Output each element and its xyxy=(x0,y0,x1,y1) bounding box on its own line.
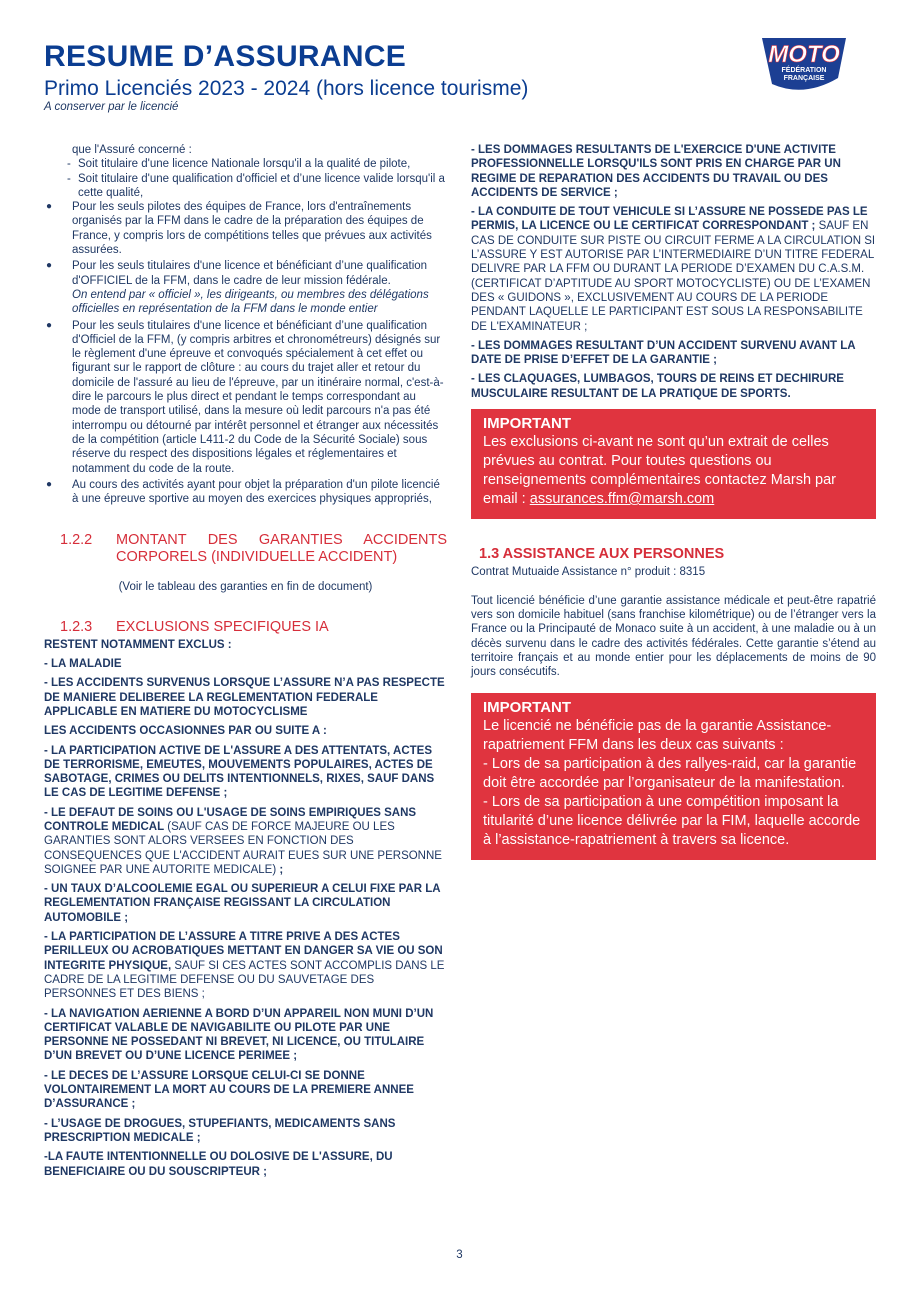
section-heading-1-3: 1.3 ASSISTANCE AUX PERSONNES xyxy=(479,546,725,563)
bullet-icon: ● xyxy=(46,478,53,490)
exclusion-item: - LA CONDUITE DE TOUT VEHICULE SI L’ASSURE NE POSSEDE PAS LE PERMIS, LA LICENCE OU LE CERTIFICAT CORRESPONDANT ; SAUF EN CAS DE CONDUITE SUR PISTE OU CIRCUIT FERME A LA CIRCULATION SI L’ASSURE Y EST AUTORISE PAR L’INTERMEDIAIRE D’UN TITRE FEDERAL DELIVRE PAR LA FFM OU DURANT LA PERIODE D’EXAMEN DU C.A.S.M. (CERTIFICAT D’APTITUDE AU SPORT MOTOCYCLISTE) OU DE L’EXAMEN DES « GUIDONS », EXCLUSIVEMENT AU COURS DE LA PERIODE PENDANT LAQUELLE LE PARTICIPANT EST SOUS LA RESPONSABILITE DE L'EXAMINATEUR ; xyxy=(471,206,876,333)
important-title: IMPORTANT xyxy=(483,699,572,717)
dash-item: - Soit titulaire d'une licence Nationale lorsqu'il a la qualité de pilote, xyxy=(78,157,447,171)
dash-list xyxy=(44,157,447,200)
important-box-assistance xyxy=(471,693,876,860)
ffm-moto-logo xyxy=(758,36,850,98)
exclusion-item: - LES ACCIDENTS SURVENUS LORSQUE L’ASSURE N’A PAS RESPECTE DE MANIERE DELIBEREE LA REGLEMENTATION FEDERALE APPLICABLE EN MATIERE DU MOTOCYCLISME xyxy=(44,677,445,718)
exclusion-item: - LE DECES DE L’ASSURE LORSQUE CELUI-CI SE DONNE VOLONTAIREMENT LA MORT AU COURS DE LA PREMIERE ANNEE D’ASSURANCE ; xyxy=(44,1069,414,1111)
page-title: RESUME D’ASSURANCE xyxy=(44,40,407,73)
exclusion-item: - LA MALADIE xyxy=(44,658,122,671)
italic-note: On entend par « officiel », les dirigeants, ou membres des délégations officielles en représentation de la FFM dans le monde entier xyxy=(72,288,429,316)
bullet-item: ● Au cours des activités ayant pour objet la préparation d'un pilote licencié à une épreuve sportive au moyen des exercices physiques appropriés, xyxy=(46,478,440,506)
logo-line2: FRANÇAISE xyxy=(783,75,825,82)
right-column xyxy=(471,143,876,860)
exclusion-item: - LES DOMMAGES RESULTANT D’UN ACCIDENT SURVENU AVANT LA DATE DE PRISE D’EFFET DE LA GARANTIE ; xyxy=(471,339,856,367)
exclusion-item: - LA PARTICIPATION ACTIVE DE L'ASSURE A DES ATTENTATS, ACTES DE TERRORISME, EMEUTES, MOUVEMENTS POPULAIRES, ACTES DE SABOTAGE, CRIMES OU DELITS INTENTIONNELS, RIXES, SAUF DANS LE CAS DE LEGITIME DEFENSE ; xyxy=(44,744,435,800)
exclusion-item: RESTENT NOTAMMENT EXCLUS : xyxy=(44,638,232,651)
exclusions-list xyxy=(44,638,447,1179)
important-text: Le licencié ne bénéficie pas de la garantie Assistance-rapatriement FFM dans les deux cas suivants : xyxy=(483,718,832,754)
left-column xyxy=(44,143,447,1184)
bullet-item: ● Pour les seuls pilotes des équipes de France, lors d'entraînements organisés par la FFM dans le cadre de la préparation des équipes de France, y compris lors de compétitions telles que prévues aux activités assurées. xyxy=(46,201,432,257)
exclusion-item: - LA NAVIGATION AERIENNE A BORD D’UN APPAREIL NON MUNI D’UN CERTIFICAT VALABLE DE NAVIGABILITE OU PILOTE PAR UNE PERSONNE NE POSSEDANT NI BREVET, NI LICENCE, OU TITULAIRE D’UN BREVET OU D’UNE LICENCE PERIMEE ; xyxy=(44,1007,434,1063)
exclusion-item: - LES DOMMAGES RESULTANTS DE L'EXERCICE D'UNE ACTIVITE PROFESSIONNELLE LORSQU'ILS SONT PRIS EN CHARGE PAR UN REGIME DE REPARATION DES ACCIDENTS DU TRAVAIL OU DES ACCIDENTS DE SERVICE ; xyxy=(471,144,841,199)
bullet-icon: ● xyxy=(46,319,53,331)
exclusion-item: - UN TAUX D’ALCOOLEMIE EGAL OU SUPERIEUR A CELUI FIXE PAR LA REGLEMENTATION FRANÇAISE REGISSANT LA CIRCULATION AUTOMOBILE ; xyxy=(44,883,441,924)
exclusion-item: -LA FAUTE INTENTIONNELLE OU DOLOSIVE DE L'ASSURE, DU BENEFICIAIRE OU DU SOUSCRIPTEUR ; xyxy=(44,1151,393,1178)
page-note: A conserver par le licencié xyxy=(44,101,179,113)
important-text: - Lors de sa participation à des rallyes-raid, car la garantie doit être accordée par l’organisateur de la manifestation. xyxy=(483,756,857,792)
marsh-email-link[interactable]: assurances.ffm@marsh.com xyxy=(529,491,715,508)
exclusion-item: - LES CLAQUAGES, LUMBAGOS, TOURS DE REINS ET DECHIRURE MUSCULAIRE RESULTANT DE LA PRATIQUE DE SPORTS. xyxy=(471,373,844,400)
intro-text: que l'Assuré concerné : xyxy=(72,144,192,156)
exclusion-item: - L’USAGE DE DROGUES, STUPEFIANTS, MEDICAMENTS SANS PRESCRIPTION MEDICALE ; xyxy=(44,1117,396,1144)
assistance-paragraph: Tout licencié bénéficie d’une garantie assistance médicale et peut-être rapatrié vers son domicile habituel (sans franchise kilométrique) ou de l’étranger vers la France ou la Principauté de Monaco suite à un accident, à une maladie ou à un décès survenu dans le cadre des activités fédérales. Cette garantie s’étend au territoire français et au monde entier pour les déplacements de moins de 90 jours consécutifs. xyxy=(471,594,876,679)
logo-line1: FÉDÉRATION xyxy=(781,67,827,74)
important-text: Les exclusions ci-avant ne sont qu’un extrait de celles prévues au contrat. Pour toutes questions ou renseignements complémentaires contactez Marsh par email : assurances.ffm@marsh.com xyxy=(483,434,836,508)
dash-item: - Soit titulaire d'une qualification d'officiel et d’une licence valide lorsqu'il a cette qualité, xyxy=(78,172,447,201)
bullet-item: ● Pour les seuls titulaires d'une licence et bénéficiant d’une qualification d'OFFICIEL de la FFM, dans le cadre de leur mission fédérale. On entend par « officiel », les dirigeants, ou membres des délégations officielles en représentation de la FFM dans le monde entier xyxy=(72,259,447,316)
contract-reference: Contrat Mutuaide Assistance n° produit : 8315 xyxy=(471,566,706,579)
exclusions-list-continued xyxy=(471,143,876,401)
logo-word: MOTO xyxy=(768,41,840,68)
exclusion-item: - LA PARTICIPATION DE L’ASSURE A TITRE PRIVE A DES ACTES PERILLEUX OU ACROBATIQUES METTANT EN DANGER SA VIE OU SON INTEGRITE PHYSIQUE, SAUF SI CES ACTES SONT ACCOMPLIS DANS LE CADRE DE LA LEGITIME DEFENSE OU DU SAUVETAGE DES PERSONNES ET DES BIENS ; xyxy=(44,931,445,1001)
important-title: IMPORTANT xyxy=(483,415,572,433)
bullet-icon: ● xyxy=(46,260,53,272)
bullet-icon: ● xyxy=(46,201,53,213)
bullet-item: ● Pour les seuls titulaires d'une licence et bénéficiant d’une qualification d'Officiel de la FFM, (y compris arbitres et chronométreurs) désignés sur le règlement d'une épreuve et convoqués spécialement à cet effet ou figurant sur le rapport de clôture : au cours du trajet aller et retour du domicile de l'assuré au lieu de l'épreuve, par un itinéraire normal, c'est-à-dire le parcours le plus direct et pendant le temps correspondant au mode de transport utilisé, dans la mesure où ledit parcours n'a pas été interrompu ou détourné par intérêt personnel et étranger aux nécessités de la compétition (article L411-2 du Code de la Sécurité Sociale) sous réserve du respect des dispositions légales et réglementaires et notamment du code de la route. xyxy=(46,319,444,475)
table-reference-note: (Voir le tableau des garanties en fin de document) xyxy=(118,581,373,594)
important-box-exclusions xyxy=(471,409,876,519)
page-subtitle: Primo Licenciés 2023 - 2024 (hors licence tourisme) xyxy=(44,77,529,100)
important-text: - Lors de sa participation à une compétition imposant la titularité d’une licence délivrée par la FIM, laquelle accorde à l’assistance-rapatriement à travers sa licence. xyxy=(483,794,861,849)
page-number: 3 xyxy=(456,1249,463,1261)
bullet-list xyxy=(44,200,447,506)
exclusion-item: - LE DEFAUT DE SOINS OU L'USAGE DE SOINS EMPIRIQUES SANS CONTROLE MEDICAL (SAUF CAS DE FORCE MAJEURE OU LES GARANTIES SONT ALORS VERSEES EN FONCTION DES CONSEQUENCES QUE L'ACCIDENT AURAIT EUES SUR UNE PERSONNE SOIGNEE PAR UNE AUTORITE MEDICALE) ; xyxy=(44,806,442,876)
section-heading-1-2-2: 1.2.2 MONTANT DES GARANTIES ACCIDENTS CORPORELS (INDIVIDUELLE ACCIDENT) xyxy=(60,532,447,566)
exclusion-item: LES ACCIDENTS OCCASIONNES PAR OU SUITE A : xyxy=(44,725,327,738)
section-heading-1-2-3: 1.2.3 EXCLUSIONS SPECIFIQUES IA xyxy=(60,618,329,635)
